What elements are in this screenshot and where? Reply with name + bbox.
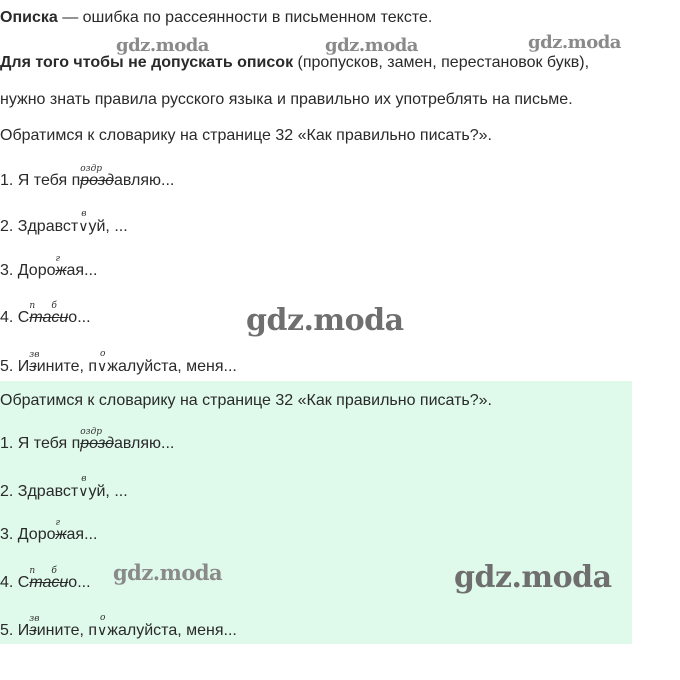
block1-item-2: 2. Здравст в ∨уй, ... [0, 209, 128, 235]
block1-item-1: 1. Я тебя п оздр роздавляю... [0, 164, 175, 189]
correction: г ж [55, 254, 67, 279]
rule-line-2: нужно знать правила русского языка и правильно их употреблять на письме. [0, 91, 573, 108]
definition-line [0, 8, 432, 28]
watermark: gdz.moda [246, 303, 404, 338]
watermark: gdz.moda [113, 560, 223, 585]
correction: зв з [29, 350, 40, 375]
correction: б си [51, 301, 69, 326]
watermark: gdz.moda [454, 560, 612, 595]
insertion-caret: о ∨ [97, 349, 108, 374]
rule-line-1 [0, 53, 589, 73]
insertion-caret: о ∨ [97, 613, 108, 638]
rule-rest: (пропусков, замен, перестановок букв), [293, 54, 590, 71]
correction: зв з [29, 614, 40, 639]
watermark: gdz.moda [325, 35, 418, 56]
correction: оздр розд [80, 164, 114, 189]
correction: оздр розд [80, 427, 114, 452]
correction: п та [29, 566, 52, 591]
definition-text: — ошибка по рассеянности в письменном тексте. [57, 9, 433, 26]
block1-item-4: 4. С п та б сио... [0, 301, 91, 326]
term: Описка [0, 9, 58, 26]
watermark: gdz.moda [528, 32, 621, 53]
insertion-caret: в ∨ [78, 474, 89, 499]
block1-item-3: 3. Доро г жая... [0, 254, 98, 279]
highlighted-answer-block [0, 381, 632, 644]
block1-item-5: 5. И зв зините, п о ∨жалуйста, меня... [0, 349, 237, 375]
correction: г ж [55, 518, 67, 543]
correction: б си [51, 566, 69, 591]
block1-heading: Обратимся к словарику на странице 32 «Как правильно писать?». [0, 127, 492, 144]
block2-item-4: 4. С п та б сио... [0, 566, 91, 591]
rule-bold: Для того чтобы не допускать описок [0, 54, 294, 71]
block2-item-2: 2. Здравст в ∨уй, ... [0, 474, 128, 500]
block2-item-5: 5. И зв зините, п о ∨жалуйста, меня... [0, 613, 237, 639]
watermark: gdz.moda [116, 35, 209, 56]
block2-item-1: 1. Я тебя п оздр роздавляю... [0, 427, 175, 452]
correction: п та [29, 301, 52, 326]
insertion-caret: в ∨ [78, 209, 89, 234]
block2-item-3: 3. Доро г жая... [0, 518, 98, 543]
block2-heading: Обратимся к словарику на странице 32 «Как правильно писать?». [0, 392, 492, 409]
